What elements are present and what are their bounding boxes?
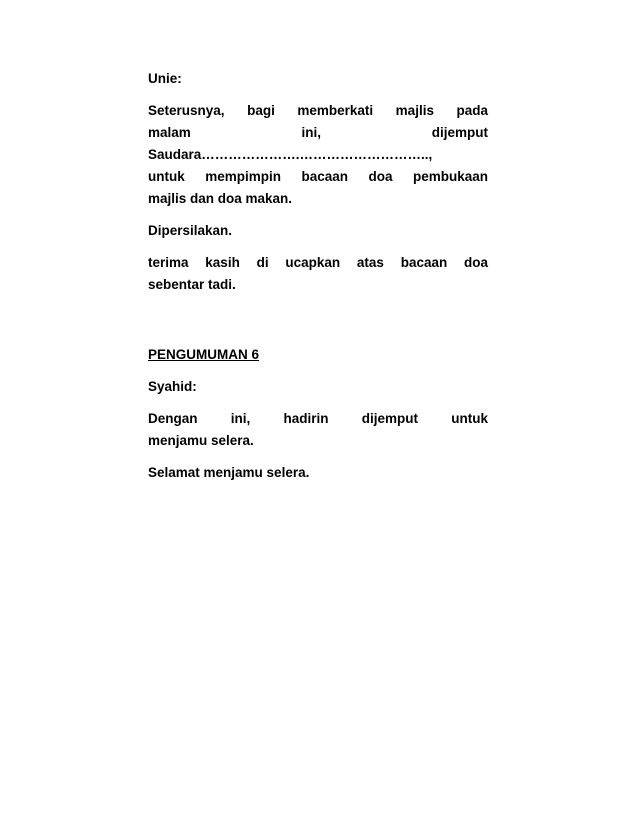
paragraph-line: majlis dan doa makan. [148,191,293,206]
paragraph-line: Saudara………………….……………………….., [148,147,433,162]
paragraph-invitation [148,408,488,452]
speaker-label-syahid: Syahid: [148,379,197,394]
paragraph-thanks [148,252,488,296]
paragraph-line: terima kasih di ucapkan atas bacaan doa [148,255,488,270]
paragraph-line: Dengan ini, hadirin dijemput untuk [148,411,488,426]
paragraph-line: menjamu selera. [148,433,254,448]
document-body [148,68,488,484]
closing-text: Selamat menjamu selera. [148,465,310,480]
paragraph-line: sebentar tadi. [148,277,236,292]
paragraph-line: malam ini, dijemput [148,125,488,140]
paragraph-line: untuk mempimpin bacaan doa pembukaan [148,169,488,184]
invite-text: Dipersilakan. [148,223,233,238]
section-heading: PENGUMUMAN 6 [148,347,260,362]
paragraph-line: Seterusnya, bagi memberkati majlis pada [148,103,488,118]
speaker-label-unie: Unie: [148,71,182,86]
paragraph-opening [148,100,488,210]
